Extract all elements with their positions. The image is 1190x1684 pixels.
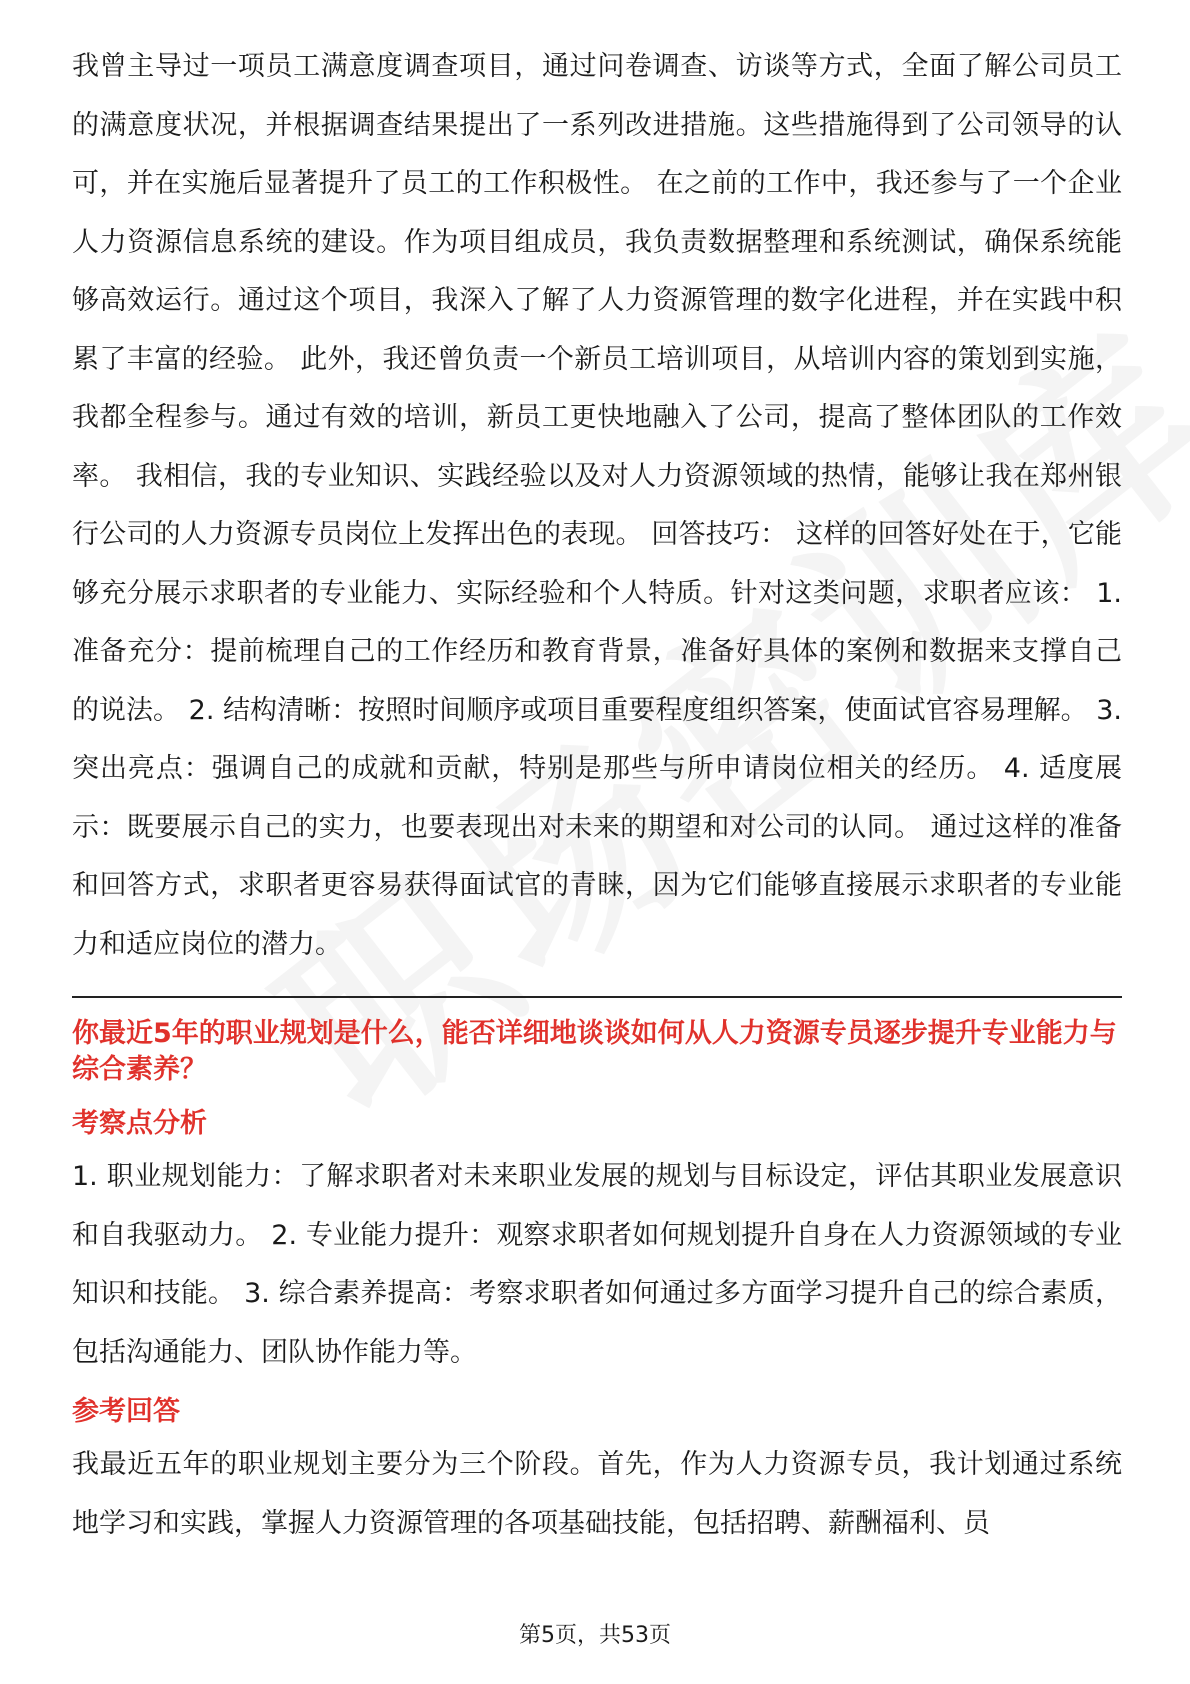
document-page — [72, 38, 1122, 1553]
analysis-heading: 考察点分析 — [72, 1108, 207, 1139]
question-heading: 你最近5年的职业规划是什么，能否详细地谈谈如何从人力资源专员逐步提升专业能力与综合素养？ — [72, 1018, 1117, 1085]
answer-heading: 参考回答 — [72, 1396, 180, 1427]
intro-paragraph: 我曾主导过一项员工满意度调查项目，通过问卷调查、访谈等方式，全面了解公司员工的满意度状况，并根据调查结果提出了一系列改进措施。这些措施得到了公司领导的认可，并在实施后显著提升了员工的工作积极性。 在之前的工作中，我还参与了一个企业人力资源信息系统的建设。作为项目组成员，我负责数据整理和系统测试，确保系统能够高效运行。通过这个项目，我深入了解了人力资源管理的数字化进程，并在实践中积累了丰富的经验。 此外，我还曾负责一个新员工培训项目，从培训内容的策划到实施，我都全程参与。通过有效的培训，新员工更快地融入了公司，提高了整体团队的工作效率。 我相信，我的专业知识、实践经验以及对人力资源领域的热情，能够让我在郑州银行公司的人力资源专员岗位上发挥出色的表现。 回答技巧： 这样的回答好处在于，它能够充分展示求职者的专业能力、实际经验和个人特质。针对这类问题，求职者应该： 1. 准备充分：提前梳理自己的工作经历和教育背景，准备好具体的案例和数据来支撑自己的说法。 2. 结构清晰：按照时间顺序或项目重要程度组织答案，使面试官容易理解。 3. 突出亮点：强调自己的成就和贡献，特别是那些与所申请岗位相关的经历。 4. 适度展示：既要展示自己的实力，也要表现出对未来的期望和对公司的认同。 通过这样的准备和回答方式，求职者更容易获得面试官的青睐，因为它们能够直接展示求职者的专业能力和适应岗位的潜力。 — [72, 51, 1122, 960]
section-gap — [72, 1382, 1122, 1392]
section-divider — [72, 996, 1122, 998]
page-number-footer: 第5页，共53页 — [519, 1623, 671, 1648]
analysis-text: 1. 职业规划能力：了解求职者对未来职业发展的规划与目标设定，评估其职业发展意识和自我驱动力。 2. 专业能力提升：观察求职者如何规划提升自身在人力资源领域的专业知识和技能。 3. 综合素养提高：考察求职者如何通过多方面学习提升自己的综合素质，包括沟通能力、团队协作能力等。 — [72, 1161, 1122, 1368]
answer-text: 我最近五年的职业规划主要分为三个阶段。首先，作为人力资源专员，我计划通过系统地学习和实践，掌握人力资源管理的各项基础技能，包括招聘、薪酬福利、员 — [72, 1449, 1122, 1539]
